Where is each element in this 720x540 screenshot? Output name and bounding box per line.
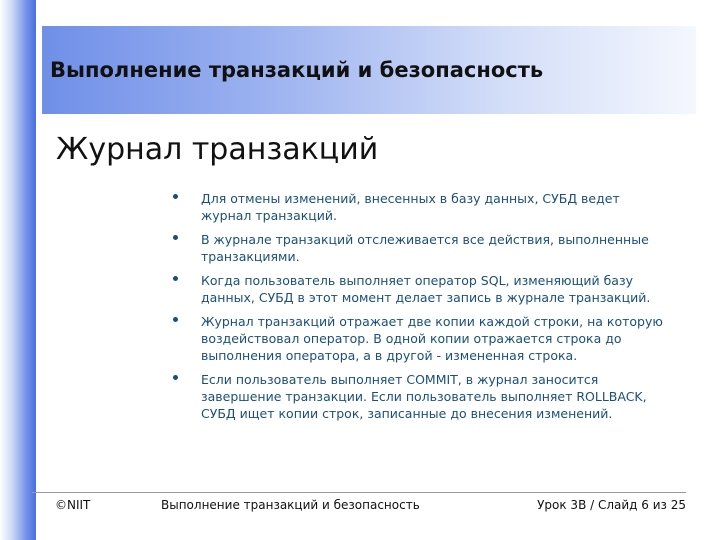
bullet-text: Когда пользователь выполняет оператор SQL, изменяющий базу данных, СУБД в этот момент делает запись в журнале транзакций.	[201, 273, 651, 305]
header-title: Выполнение транзакций и безопасность	[50, 58, 544, 82]
bullet-item	[170, 231, 670, 265]
footer-slide-number: Урок 3B / Слайд 6 из 25	[537, 498, 686, 512]
bullet-dot-icon	[173, 194, 178, 199]
bullet-item	[170, 371, 670, 422]
bullet-text: Если пользователь выполняет COMMIT, в журнал заносится завершение транзакции. Если пользователь выполняет ROLLBACK, СУБД ищет копии строк, записанные до внесения изменений.	[201, 372, 647, 421]
bullet-dot-icon	[173, 276, 178, 281]
slide-title: Журнал транзакций	[56, 132, 379, 167]
bullet-item	[170, 190, 670, 224]
footer-copyright: ©NIIT	[55, 498, 91, 512]
bullet-list	[170, 190, 670, 429]
footer-course-title: Выполнение транзакций и безопасность	[161, 498, 420, 512]
bullet-text: В журнале транзакций отслеживается все действия, выполненные транзакциями.	[201, 232, 649, 264]
left-gradient-bar	[0, 0, 36, 540]
bullet-dot-icon	[173, 375, 178, 380]
bullet-item	[170, 272, 670, 306]
footer-divider	[32, 492, 686, 493]
bullet-text: Для отмены изменений, внесенных в базу данных, СУБД ведет журнал транзакций.	[201, 191, 620, 223]
bullet-dot-icon	[173, 317, 178, 322]
bullet-text: Журнал транзакций отражает две копии каждой строки, на которую воздействовал оператор. В одной копии отражается строка до выполнения оператора, а в другой - измененная строка.	[201, 314, 663, 363]
bullet-item	[170, 313, 670, 364]
bullet-dot-icon	[173, 235, 178, 240]
